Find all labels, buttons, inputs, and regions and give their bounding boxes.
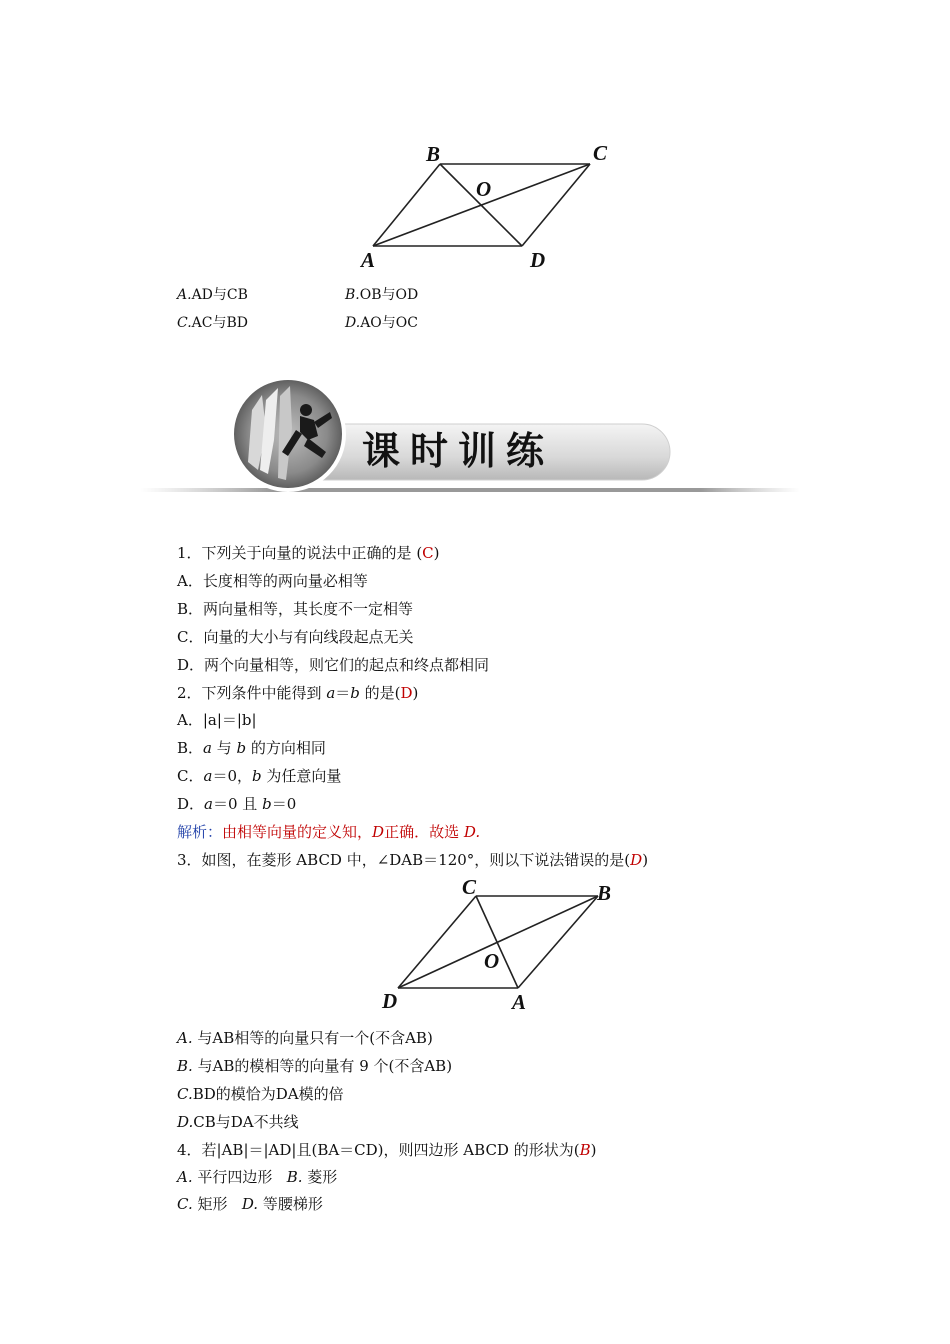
vertex-label-c: C (462, 876, 477, 899)
vertex-label-a: A (512, 990, 527, 1012)
q0-option-c: C.AC与BD (177, 315, 249, 331)
q1-option-a: A．长度相等的两向量必相等 (177, 572, 368, 590)
vertex-label-d: D (382, 989, 398, 1012)
q2-option-b: B．a 与 b 的方向相同 (177, 739, 326, 757)
q2-option-c: C．a＝0，b 为任意向量 (177, 767, 342, 785)
vertex-label-d: D (530, 248, 546, 272)
q2-analysis: 解析：由相等向量的定义知，D正确．故选 D. (177, 823, 481, 841)
q1-answer: C (422, 544, 434, 562)
q2-option-d: D．a＝0 且 b＝0 (177, 795, 297, 813)
center-label-o: O (484, 949, 500, 973)
q2-answer: D (400, 684, 413, 702)
q3-option-d: D.CB与DA不共线 (177, 1113, 299, 1131)
q3-answer: D (630, 851, 643, 869)
q4-stem: 4．若|AB|＝|AD|且(BA＝CD)，则四边形 ABCD 的形状为(B) (177, 1141, 597, 1159)
vertex-label-a: A (361, 248, 376, 272)
q4-options-row-1: A. 平行四边形 B. 菱形 (177, 1168, 338, 1186)
q0-option-a: A.AD与CB (177, 287, 248, 303)
vertex-label-b: B (426, 142, 441, 166)
rhombus-figure-2 (380, 876, 620, 1012)
q1-option-b: B．两向量相等，其长度不一定相等 (177, 600, 414, 618)
climber-photo-icon (232, 378, 344, 490)
q0-option-b: B.OB与OD (345, 287, 419, 303)
q1-option-c: C．向量的大小与有向线段起点无关 (177, 628, 414, 646)
q4-answer: B (579, 1141, 591, 1159)
parallelogram-figure-1 (358, 140, 618, 272)
q1-stem: 1．下列关于向量的说法中正确的是 (C) (177, 544, 440, 562)
vertex-label-b: B (597, 881, 612, 905)
q4-options-row-2: C. 矩形 D. 等腰梯形 (177, 1195, 323, 1213)
q2-stem: 2．下列条件中能得到 a＝b 的是(D) (177, 684, 419, 702)
banner-title: 课时训练 (362, 429, 555, 473)
q1-option-d: D．两个向量相等，则它们的起点和终点都相同 (177, 656, 490, 674)
q2-option-a: A．|a|＝|b| (177, 711, 257, 729)
q3-option-c: C.BD的模恰为DA模的倍 (177, 1085, 344, 1103)
center-label-o: O (476, 177, 492, 201)
q3-option-b: B. 与AB的模相等的向量有 9 个(不含AB) (177, 1057, 453, 1075)
q3-stem: 3．如图，在菱形 ABCD 中，∠DAB＝120°，则以下说法错误的是(D) (177, 851, 649, 869)
q0-option-d: D.AO与OC (345, 315, 418, 331)
q3-option-a: A. 与AB相等的向量只有一个(不含AB) (177, 1029, 433, 1047)
vertex-label-c: C (593, 141, 608, 165)
